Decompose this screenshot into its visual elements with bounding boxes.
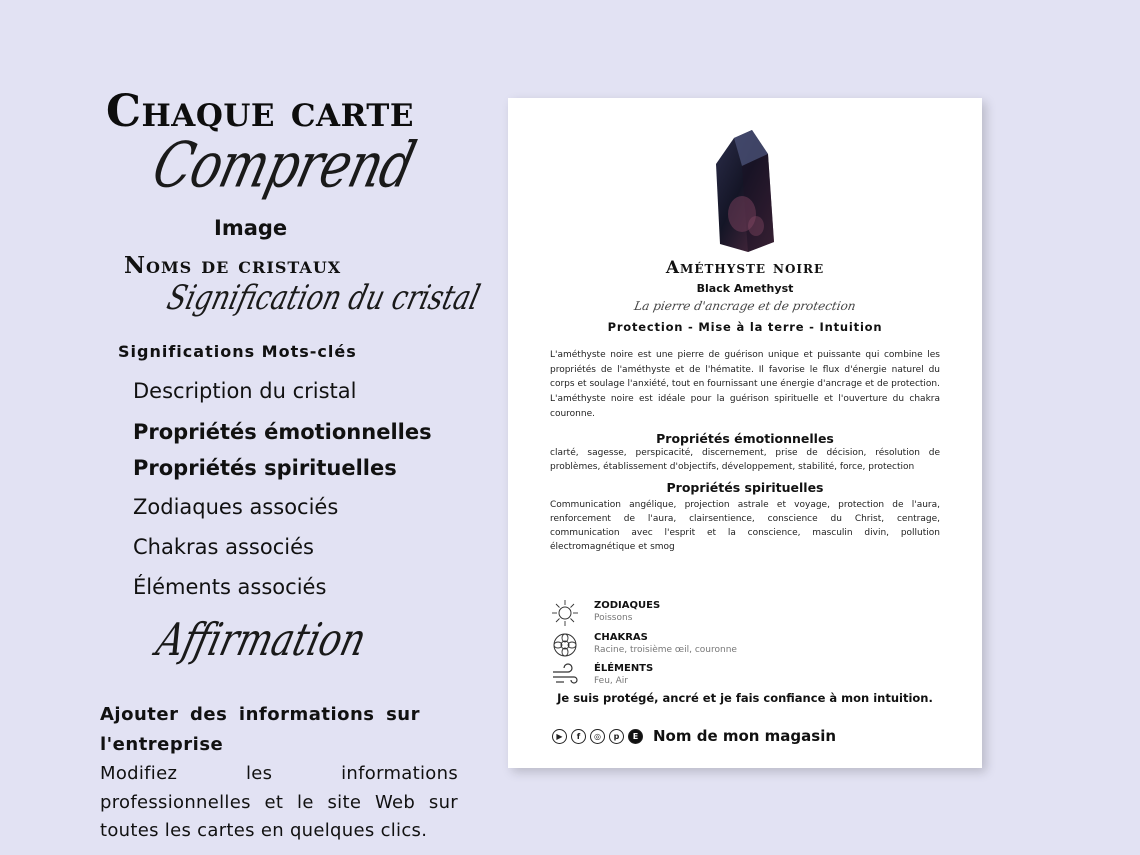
zodiac-row xyxy=(550,598,850,628)
crystal-names-label: Noms de cristaux xyxy=(124,252,342,279)
element-label: ÉLÉMENTS xyxy=(594,663,654,674)
chakra-label: CHAKRAS xyxy=(594,632,648,643)
page-title: Chaque carte xyxy=(106,86,414,137)
card-spiritual-text: Communication angélique, projection astrale et voyage, protection de l'aura, renforcement de l'aura, clairsentience, conscience du Christ, centrage, communication avec l'esprit et la conscience, masculin divin, pollution électromagnétique et smog xyxy=(550,500,940,552)
affirmation-script: Affirmation xyxy=(151,614,372,667)
business-text: Modifiez les informations professionnelles et le site Web sur toutes les cartes en quelques clics. xyxy=(100,763,458,841)
feature-zodiac: Zodiaques associés xyxy=(133,495,339,519)
lotus-icon xyxy=(550,630,580,660)
chakra-row xyxy=(550,630,850,660)
meaning-script: Signification du cristal xyxy=(163,279,484,318)
image-label: Image xyxy=(214,216,288,240)
feature-emotional: Propriétés émotionnelles xyxy=(133,420,432,444)
wind-icon xyxy=(550,661,580,691)
feature-list-panel xyxy=(0,0,500,855)
card-tagline: La pierre d'ancrage et de protection xyxy=(633,299,857,313)
facebook-icon[interactable]: f xyxy=(571,729,586,744)
pinterest-icon[interactable]: p xyxy=(609,729,624,744)
feature-description: Description du cristal xyxy=(133,379,357,403)
feature-elements: Éléments associés xyxy=(133,575,327,599)
card-spiritual-heading: Propriétés spirituelles xyxy=(666,480,824,495)
etsy-icon[interactable]: E xyxy=(628,729,643,744)
shop-name[interactable]: Nom de mon magasin xyxy=(653,727,837,745)
card-description: L'améthyste noire est une pierre de guérison unique et puissante qui combine les propriétés de l'améthyste et de l'hématite. Il favorise le flux d'énergie naturel du corps et soulage l'anxiété, tout en fournissant une énergie d'ancrage et de protection. L'améthyste noire est idéale pour la guérison spirituelle et l'ouverture du chakra couronne. xyxy=(550,350,940,419)
feature-chakras: Chakras associés xyxy=(133,535,314,559)
card-emotional-text: clarté, sagesse, perspicacité, discernement, prise de décision, résolution de problèmes, établissement d'objectifs, développement, stabilité, force, protection xyxy=(550,448,940,472)
instagram-icon[interactable]: ◎ xyxy=(590,729,605,744)
card-crystal-name: Améthyste noire xyxy=(665,258,825,278)
crystal-card xyxy=(508,98,982,768)
card-affirmation: Je suis protégé, ancré et je fais confiance à mon intuition. xyxy=(557,691,933,705)
keywords-label: Significations Mots-clés xyxy=(118,342,357,361)
youtube-icon[interactable]: ▶ xyxy=(552,729,567,744)
subtitle-script: Comprend xyxy=(145,128,422,202)
zodiac-label: ZODIAQUES xyxy=(594,600,661,611)
card-emotional-heading: Propriétés émotionnelles xyxy=(656,431,834,446)
feature-spiritual: Propriétés spirituelles xyxy=(133,456,397,480)
card-footer xyxy=(552,726,836,746)
element-value: Feu, Air xyxy=(594,676,629,686)
sun-icon xyxy=(550,598,580,628)
zodiac-value: Poissons xyxy=(594,613,633,623)
chakra-value: Racine, troisième œil, couronne xyxy=(594,645,737,655)
card-keywords: Protection - Mise à la terre - Intuition xyxy=(607,320,883,334)
business-heading: Ajouter des informations sur l'entreprise xyxy=(100,704,420,755)
crystal-image xyxy=(712,130,778,252)
card-crystal-name-en: Black Amethyst xyxy=(696,282,794,295)
element-row xyxy=(550,661,850,691)
